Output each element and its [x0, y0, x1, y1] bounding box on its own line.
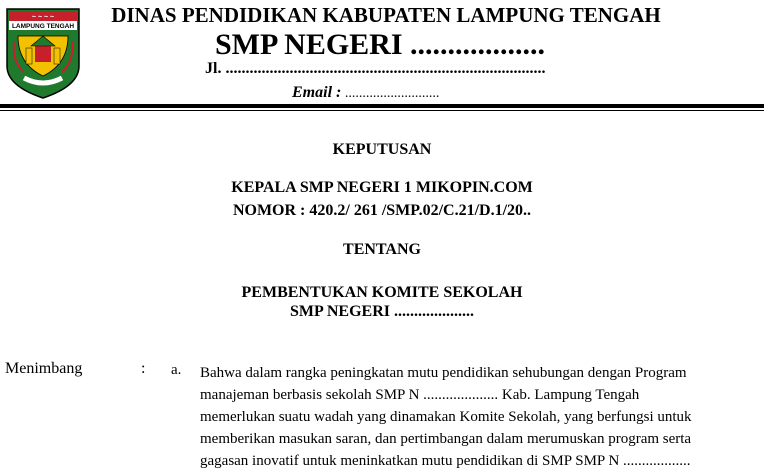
- school-email: [292, 84, 439, 102]
- school-name: SMP NEGERI ..................: [214, 28, 546, 61]
- paragraph-line: memerlukan suatu wadah yang dinamakan Komite Sekolah, yang berfungsi untuk: [200, 409, 692, 425]
- agency-name: DINAS PENDIDIKAN KABUPATEN LAMPUNG TENGAH: [111, 3, 661, 27]
- email-label: Email :: [292, 84, 342, 101]
- letterhead-rule-thick: [0, 104, 764, 108]
- considering-paragraph: [200, 362, 760, 472]
- regency-emblem-logo: [4, 6, 82, 100]
- logo-text: LAMPUNG TENGAH: [11, 23, 75, 30]
- letterhead-rule-thin: [0, 110, 764, 111]
- decree-number: NOMOR : 420.2/ 261 /SMP.02/C.21/D.1/20..: [232, 202, 532, 219]
- decree-about-label: TENTANG: [343, 241, 421, 258]
- paragraph-line: Bahwa dalam rangka peningkatan mutu pendidikan sehubungan dengan Program: [200, 365, 687, 381]
- svg-text:~ ~ ~ ~: ~ ~ ~ ~: [31, 14, 55, 21]
- decree-issuer: KEPALA SMP NEGERI 1 MIKOPIN.COM: [231, 179, 533, 196]
- decree-subject-school: SMP NEGERI ....................: [289, 303, 474, 320]
- decree-title: KEPUTUSAN: [332, 141, 432, 158]
- email-value: ...........................: [341, 86, 440, 101]
- paragraph-line: manajeman berbasis sekolah SMP N .................... Kab. Lampung Tengah: [200, 387, 640, 403]
- paragraph-line: gagasan inovatif untuk meninkatkan mutu pendidikan di SMP SMP N ..................: [200, 453, 691, 469]
- considering-colon: :: [141, 360, 146, 377]
- item-marker: a.: [171, 362, 182, 378]
- decree-subject: PEMBENTUKAN KOMITE SEKOLAH: [241, 284, 523, 301]
- considering-label: Menimbang: [5, 360, 83, 377]
- school-address: Jl. ................................................................................: [205, 60, 546, 77]
- paragraph-line: memberikan masukan saran, dan pertimbangan dalam merumuskan program serta: [200, 431, 692, 447]
